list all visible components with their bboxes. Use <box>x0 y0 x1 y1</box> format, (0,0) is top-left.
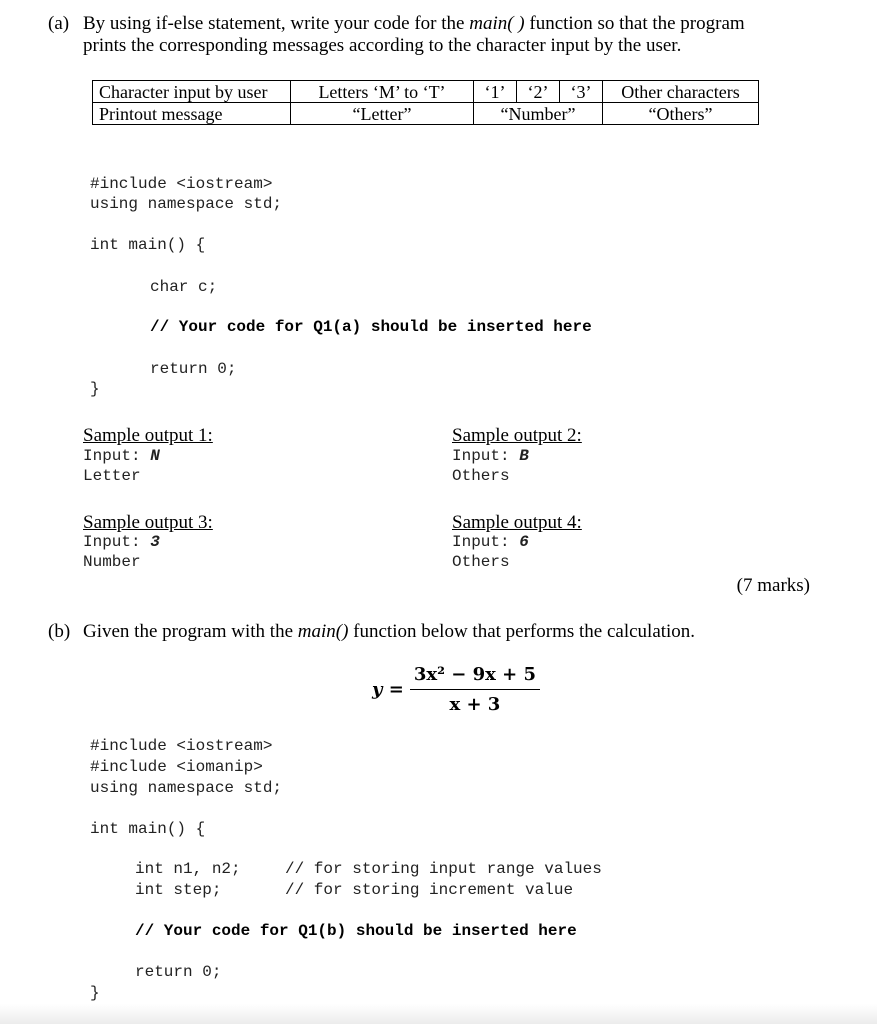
func-name: main( ) <box>469 13 525 34</box>
code-line: return 0; <box>135 963 222 981</box>
code-line: int n1, n2; <box>135 860 241 878</box>
input-value: 6 <box>519 533 529 551</box>
table-cell: ‘2’ <box>517 81 560 103</box>
part-b-label: (b) <box>48 621 71 642</box>
label: Input: <box>452 533 520 551</box>
sample-result: Others <box>452 553 510 571</box>
sample-input <box>452 532 529 552</box>
page-bottom-shadow <box>0 1004 877 1024</box>
table-cell: ‘1’ <box>474 81 517 103</box>
func-name: main() <box>297 621 349 642</box>
sample-input <box>452 446 529 466</box>
code-comment: // for storing input range values <box>285 860 602 878</box>
numerator: 3x² − 9x + 5 <box>410 664 540 690</box>
part-a-label: (a) <box>48 13 70 34</box>
code-line: #include <iostream> <box>90 175 273 193</box>
marks: (7 marks) <box>736 575 810 596</box>
code-line: int main() { <box>90 820 206 838</box>
label: Input: <box>83 447 151 465</box>
table-cell: Letters ‘M’ to ‘T’ <box>291 81 474 103</box>
text: By using if-else statement, write your code for the <box>83 13 470 34</box>
code-comment: // Your code for Q1(b) should be inserted here <box>135 922 577 940</box>
code-line: } <box>90 984 100 1002</box>
table-cell: “Others” <box>603 103 759 125</box>
table-cell: “Letter” <box>291 103 474 125</box>
code-line: int main() { <box>90 236 206 254</box>
part-a-line2: prints the corresponding messages according to the character input by the user. <box>83 35 682 56</box>
label: Input: <box>83 533 151 551</box>
table-row <box>93 81 759 103</box>
table-cell: Other characters <box>603 81 759 103</box>
code-line: return 0; <box>150 360 237 378</box>
code-line: #include <iomanip> <box>90 758 263 776</box>
sample-input <box>83 446 160 466</box>
sample-title: Sample output 3: <box>83 512 213 533</box>
table-row <box>93 103 759 125</box>
text: function below that performs the calculation. <box>348 621 696 642</box>
sample-result: Letter <box>83 467 141 485</box>
sample-result: Number <box>83 553 141 571</box>
sample-result: Others <box>452 467 510 485</box>
denominator: x + 3 <box>449 694 501 715</box>
character-table <box>92 80 759 125</box>
input-value: N <box>150 447 160 465</box>
text: Given the program with the <box>83 621 298 642</box>
code-comment: // for storing increment value <box>285 881 574 899</box>
table-cell: Printout message <box>93 103 291 125</box>
part-b-text <box>83 622 695 642</box>
sample-input <box>83 532 160 552</box>
code-line: using namespace std; <box>90 195 283 213</box>
part-a-line1 <box>83 14 745 34</box>
text: function so that the program <box>524 13 745 34</box>
table-cell: “Number” <box>474 103 603 125</box>
label: Input: <box>452 447 520 465</box>
code-line: #include <iostream> <box>90 737 273 755</box>
code-line: } <box>90 380 100 398</box>
fraction <box>410 664 540 715</box>
table-cell: ‘3’ <box>560 81 603 103</box>
formula-lhs: y = <box>372 679 404 700</box>
formula <box>372 664 540 715</box>
code-line: using namespace std; <box>90 779 283 797</box>
sample-title: Sample output 2: <box>452 425 582 446</box>
table-cell: Character input by user <box>93 81 291 103</box>
sample-title: Sample output 1: <box>83 425 213 446</box>
input-value: 3 <box>150 533 160 551</box>
code-comment: // Your code for Q1(a) should be inserted here <box>150 318 592 336</box>
sample-title: Sample output 4: <box>452 512 582 533</box>
code-line: char c; <box>150 278 218 296</box>
code-line: int step; <box>135 881 222 899</box>
input-value: B <box>519 447 529 465</box>
